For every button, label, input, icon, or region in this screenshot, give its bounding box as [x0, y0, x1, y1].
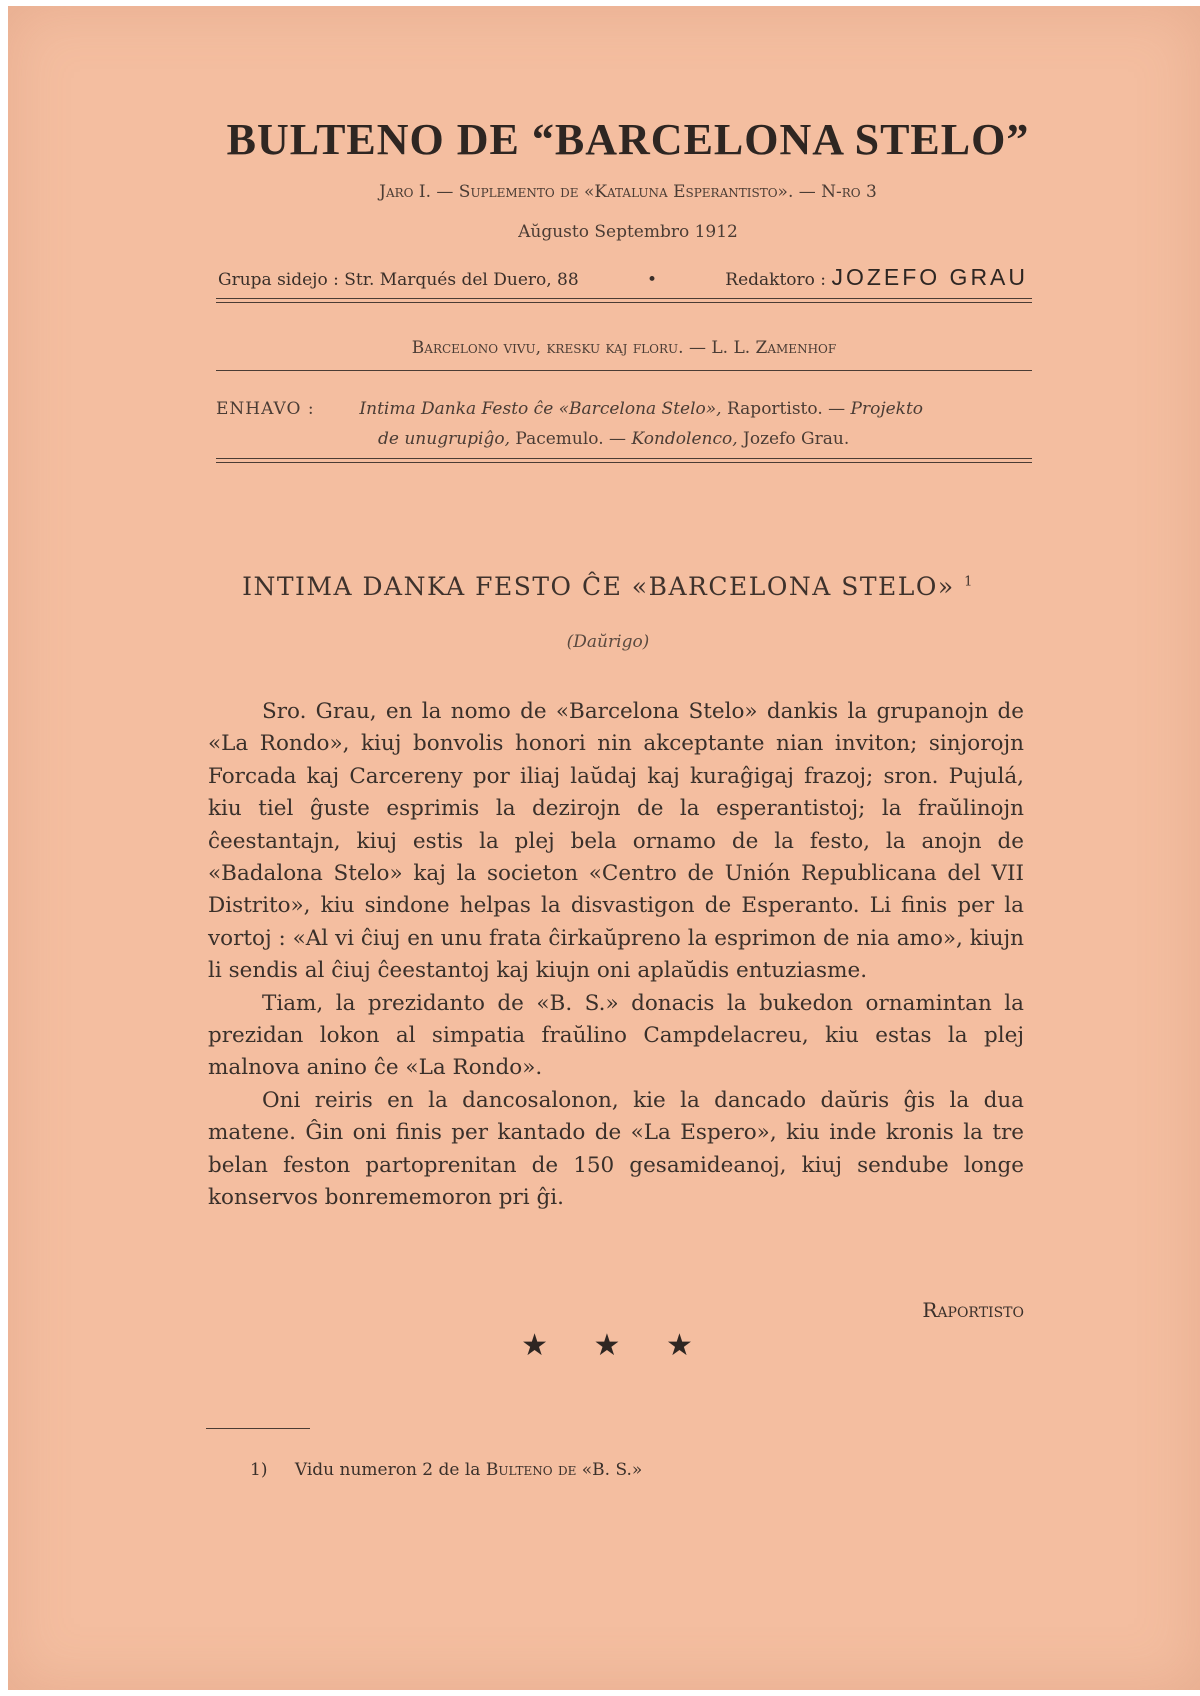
table-of-contents	[216, 394, 1032, 454]
masthead-info-row	[218, 264, 1028, 291]
rule-divider	[216, 462, 1032, 463]
contents-item-title: Intima Danka Festo ĉe «Barcelona Stelo»,	[359, 399, 722, 419]
footnote-rule	[206, 1428, 310, 1429]
article-title	[208, 572, 1008, 601]
section-divider-stars: ★ ★ ★	[521, 1328, 711, 1363]
contents-item-author: Pacemulo. —	[515, 429, 627, 449]
footnote-number: 1)	[250, 1460, 268, 1480]
contents-label: ENHAVO :	[216, 399, 315, 419]
rule-divider	[216, 458, 1032, 459]
rule-divider	[216, 298, 1032, 299]
article-title-text: INTIMA DANKA FESTO ĈE «BARCELONA STELO»	[242, 572, 955, 601]
bulletin-title: BULTENO DE “BARCELONA STELO”	[226, 115, 1030, 164]
contents-item-author: Jozefo Grau.	[743, 429, 850, 449]
article-body	[208, 696, 1024, 1215]
group-seat: Grupa sidejo : Str. Marqués del Duero, 88	[218, 270, 579, 290]
issue-line: Jaro I. — Suplemento de «Kataluna Esperantisto». — N-ro 3	[379, 182, 877, 202]
contents-line	[216, 424, 1032, 454]
article-paragraph: Sro. Grau, en la nomo de «Barcelona Stelo» dankis la grupanojn de «La Rondo», kiuj bonvolis honori nin akceptante nian inviton; sinjorojn Forcada kaj Carcereny por iliaj laŭdaj kaj kuraĝigaj frazoj; sron. Pujulá, kiu tiel ĝuste esprimis la dezirojn de la esperantistoj; la fraŭlinojn ĉeestantajn, kiuj estis la plej bela ornamo de la festo, la anojn de «Badalona Stelo» kaj la societon «Centro de Unión Republicana del VII Distrito», kiu sindone helpas la disvastigon de Esperanto. Li finis per la vortoj : «Al vi ĉiuj en unu frata ĉirkaŭpreno la esprimon de nia amo», kiujn li sendis al ĉiuj ĉeestantoj kaj kiujn oni aplaŭdis entuziasme.	[208, 699, 1024, 984]
contents-item-title: Kondolenco,	[631, 429, 738, 449]
contents-item-title: de unugrupiĝo,	[378, 429, 510, 449]
article-subtitle: (Daŭrigo)	[566, 632, 650, 652]
editor-label: Redaktoro :	[725, 270, 827, 290]
article-paragraph: Tiam, la prezidanto de «B. S.» donacis la bukedon ornamintan la prezidan lokon al simpatia fraŭlino Campdelacreu, kiu estas la plej malnova anino ĉe «La Rondo».	[208, 990, 1024, 1081]
contents-line	[216, 394, 1032, 424]
editor-block	[725, 264, 1028, 291]
footnote	[250, 1460, 1030, 1480]
footnote-text: Vidu numeron 2 de la	[294, 1460, 481, 1480]
rule-divider	[216, 370, 1032, 371]
rule-divider	[216, 302, 1032, 303]
footnote-reference: Bulteno de «B. S.»	[485, 1460, 643, 1480]
separator-bullet: •	[646, 270, 657, 290]
article-signature: Raportisto	[922, 1298, 1024, 1322]
contents-item-author: Raportisto. —	[726, 399, 846, 419]
issue-date: Aŭgusto Septembro 1912	[518, 222, 738, 242]
document-page	[8, 6, 1200, 1690]
editor-name: JOZEFO GRAU	[831, 264, 1028, 290]
article-paragraph: Oni reiris en la dancosalonon, kie la dancado daŭris ĝis la dua matene. Ĝin oni finis per kantado de «La Espero», kiu inde kronis la tre belan feston partoprenitan de 150 gesamideanoj, kiuj sendube longe konservos bonrememoron pri ĝi.	[208, 1087, 1024, 1211]
footnote-marker: 1	[964, 574, 974, 590]
contents-item-title: Projekto	[850, 399, 924, 419]
zamenhof-motto: Barcelono vivu, kresku kaj floru. — L. L. Zamenhof	[411, 338, 837, 358]
